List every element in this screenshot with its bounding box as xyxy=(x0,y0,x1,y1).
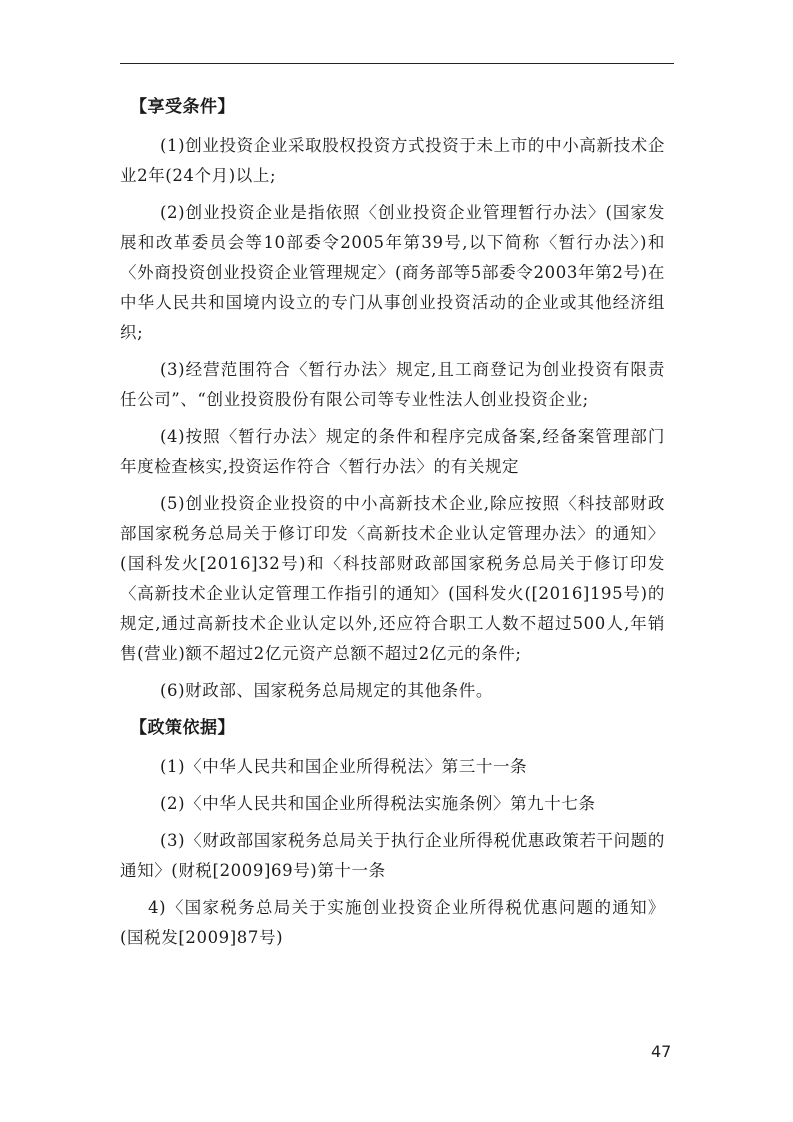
condition-item-6: (6)财政部、国家税务总局规定的其他条件。 xyxy=(160,681,493,700)
header-rule xyxy=(120,63,674,64)
policy-item-3: (3)〈财政部国家税务总局关于执行企业所得税优惠政策若干问题的通知〉(财税[2009]69号)第十一条 xyxy=(120,831,665,880)
condition-item-3: (3)经营范围符合〈暂行办法〉规定,且工商登记为创业投资有限责任公司”、“创业投资股份有限公司等专业性法人创业投资企业; xyxy=(120,360,665,409)
policy-item-2: (2)〈中华人民共和国企业所得税法实施条例〉第九十七条 xyxy=(160,794,596,813)
condition-item-2: (2)创业投资企业是指依照〈创业投资企业管理暂行办法〉(国家发展和改革委员会等10部委令2005年第39号,以下简称〈暂行办法〉)和〈外商投资创业投资企业管理规定〉(商务部等5部委令2003年第2号)在中华人民共和国境内设立的专门从事创业投资活动的企业或其他经济组织; xyxy=(120,203,665,342)
condition-item-1: (1)创业投资企业采取股权投资方式投资于未上市的中小高新技术企业2年(24个月)以上; xyxy=(120,136,665,185)
policy-item-1: (1)〈中华人民共和国企业所得税法〉第三十一条 xyxy=(160,757,528,776)
condition-item-4: (4)按照〈暂行办法〉规定的条件和程序完成备案,经备案管理部门年度检查核实,投资运作符合〈暂行办法〉的有关规定 xyxy=(120,427,665,476)
section-heading-conditions: 【享受条件】 xyxy=(130,97,235,117)
page-number: 47 xyxy=(651,1042,672,1061)
document-body xyxy=(120,92,665,960)
condition-item-5: (5)创业投资企业投资的中小高新技术企业,除应按照〈科技部财政部国家税务总局关于修订印发〈高新技术企业认定管理办法〉的通知〉(国科发火[2016]32号)和〈科技部财政部国家税务总局关于修订印发〈高新技术企业认定管理工作指引的通知〉(国科发火([2016]195号)的规定,通过高新技术企业认定以外,还应符合职工人数不超过500人,年销售(营业)额不超过2亿元资产总额不超过2亿元的条件; xyxy=(120,494,665,663)
policy-item-4: 4)〈国家税务总局关于实施创业投资企业所得税优惠问题的通知》(国税发[2009]87号) xyxy=(120,898,665,947)
section-heading-policy-basis: 【政策依据】 xyxy=(130,718,235,738)
